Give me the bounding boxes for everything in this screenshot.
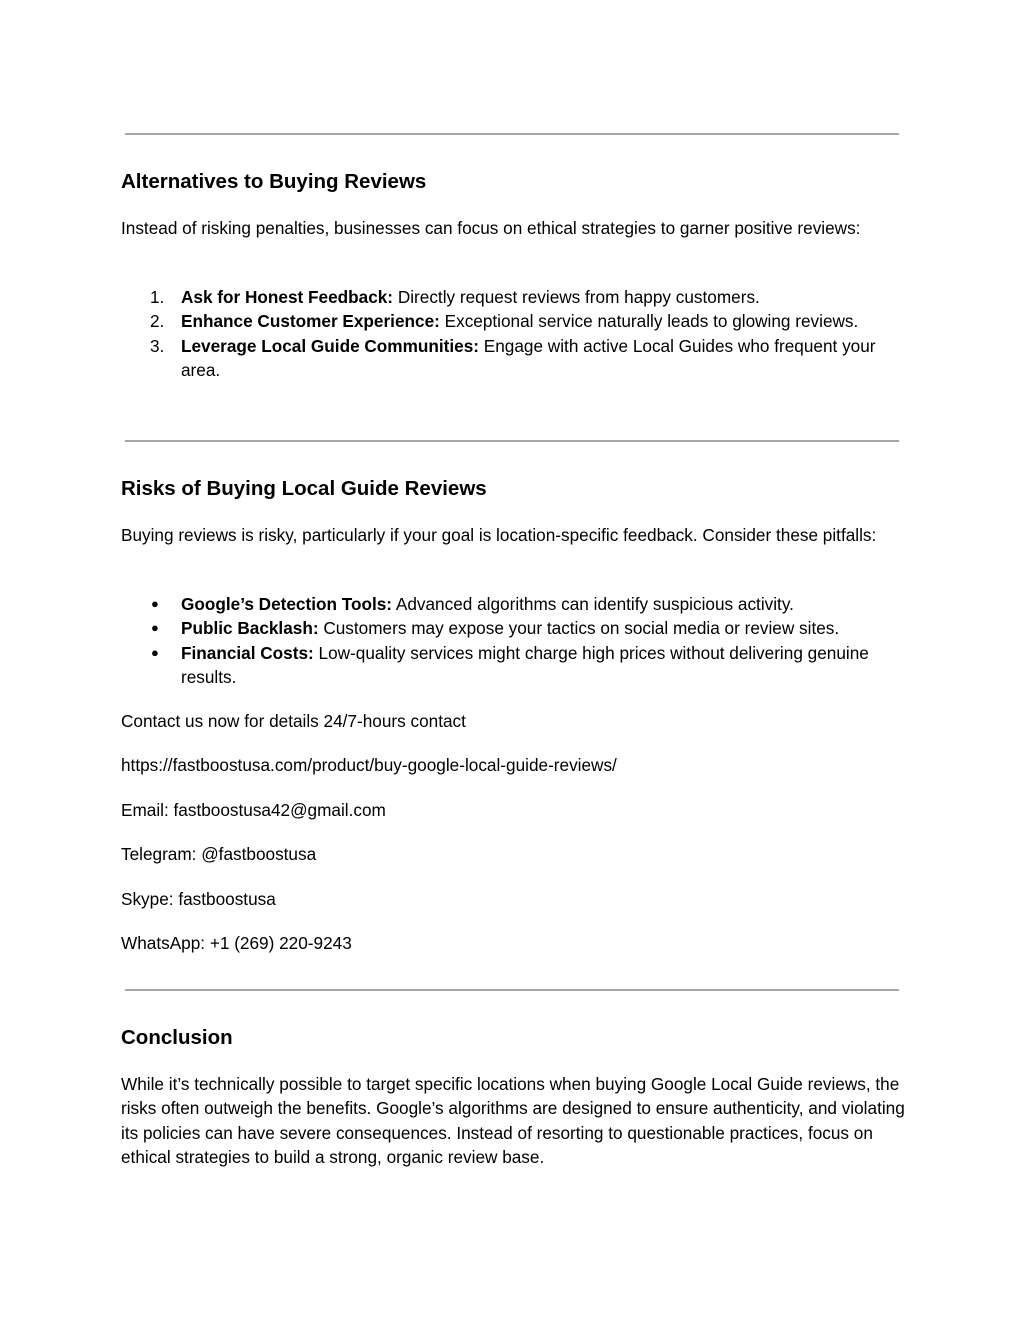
list-item [121,285,911,309]
alternatives-list [121,285,911,383]
list-item-text: Customers may expose your tactics on social media or review sites. [318,618,840,639]
section-title-risks: Risks of Buying Local Guide Reviews [121,477,487,500]
list-number: 3. [150,335,165,356]
list-item-text: Exceptional service naturally leads to glowing reviews. [439,311,859,332]
horizontal-rule [125,989,899,991]
list-item [121,309,911,333]
risks-intro: Buying reviews is risky, particularly if your goal is location-specific feedback. Consider these pitfalls: [121,525,877,545]
horizontal-rule [125,440,899,442]
list-item-label: Enhance Customer Experience: [181,311,440,332]
list-item [121,641,911,690]
list-item [121,592,911,616]
contact-url-link[interactable]: https://fastboostusa.com/product/buy-google-local-guide-reviews/ [121,755,617,775]
contact-email: Email: fastboostusa42@gmail.com [121,800,386,820]
conclusion-body: While it’s technically possible to target specific locations when buying Google Local Guide reviews, the risks often outweigh the benefits. Google’s algorithms are designed to ensure authenticity, and violating its policies can have severe consequences. Instead of resorting to questionable practices, focus on ethical strategies to build a strong, organic review base. [121,1074,905,1168]
list-item-label: Ask for Honest Feedback: [181,287,394,307]
contact-whatsapp: WhatsApp: +1 (269) 220-9243 [121,933,352,953]
list-item-text: Directly request reviews from happy customers. [393,287,760,307]
list-item-label: Public Backlash: [181,618,319,639]
list-item [121,616,911,640]
bullet-icon: ● [151,596,159,611]
contact-intro: Contact us now for details 24/7-hours contact [121,711,466,731]
bullet-icon: ● [151,644,159,660]
risks-list [121,592,911,690]
list-item-text: Advanced algorithms can identify suspicious activity. [392,594,794,614]
list-item-label: Financial Costs: [181,642,314,663]
list-item-label: Google’s Detection Tools: [181,594,393,614]
bullet-icon: ● [151,620,159,636]
contact-skype: Skype: fastboostusa [121,889,276,909]
list-number: 1. [150,287,165,307]
list-item [121,334,911,383]
alternatives-intro: Instead of risking penalties, businesses can focus on ethical strategies to garner positive reviews: [121,218,861,238]
contact-telegram: Telegram: @fastboostusa [121,844,317,864]
section-title-alternatives: Alternatives to Buying Reviews [121,170,427,193]
list-item-text: Low-quality services might charge high prices without delivering genuine results. [181,642,869,688]
section-title-conclusion: Conclusion [121,1026,233,1049]
list-number: 2. [150,311,165,332]
list-item-text: Engage with active Local Guides who frequent your area. [181,335,876,381]
list-item-label: Leverage Local Guide Communities: [181,335,479,356]
horizontal-rule [125,133,899,135]
